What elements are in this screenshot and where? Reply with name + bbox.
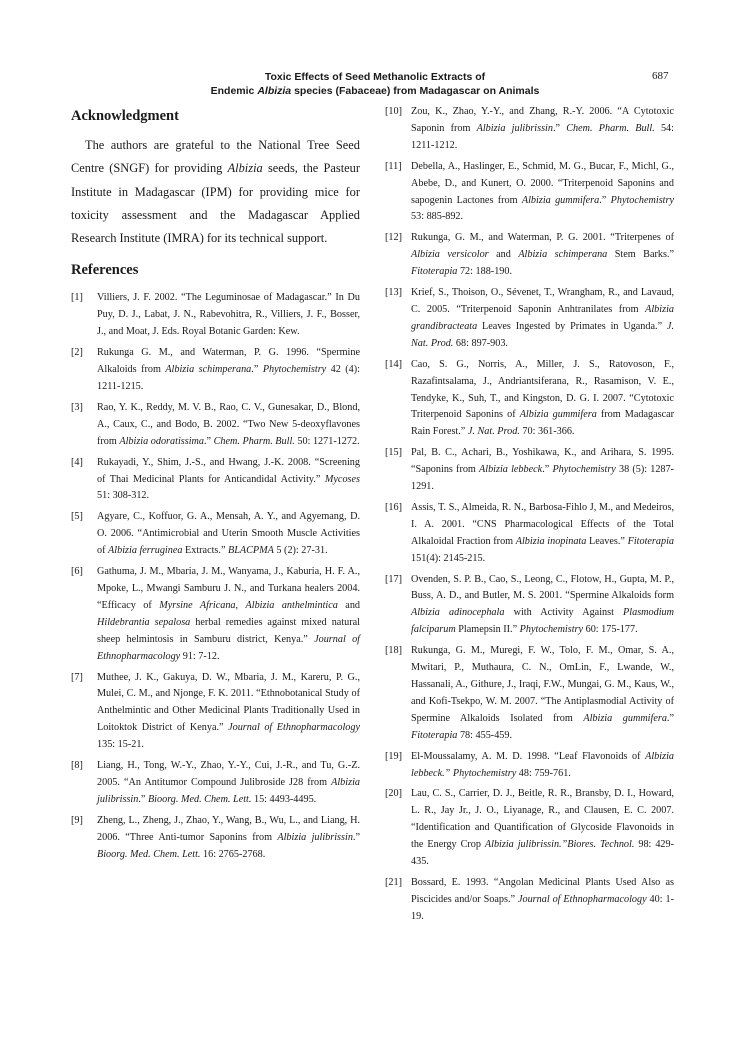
reference-text: 54: 1211-1212. [411, 122, 674, 151]
reference-number: [9] [71, 814, 83, 826]
reference-text: .” [251, 364, 263, 376]
reference-italic-text: Journal of Ethnopharmacology [228, 722, 360, 734]
reference-italic-text: Albizia inopinata [515, 535, 587, 547]
header-line-2-pre: Endemic [210, 85, 258, 97]
reference-text: Rao, Y. K., Reddy, M. V. B., Rao, C. V., Gunesakar, D., Blond, A., Caux, C., and Bodo, B. 2002. “Two New 5-deoxyflavones from [97, 401, 360, 447]
reference-item [71, 813, 360, 864]
header-line-1: Toxic Effects of Seed Methanolic Extracts of [264, 71, 486, 83]
reference-text: Leaves Ingested by Primates in Uganda.” [477, 320, 667, 332]
ack-text-italic: Albizia [227, 161, 263, 176]
reference-text: Krief, S., Thoison, O., Sévenet, T., Wrangham, R., and Lavaud, C. 2005. “Triterpenoid Saponin Anhtranilates from [411, 287, 674, 315]
reference-text: 40: 1-19. [411, 893, 674, 922]
reference-text: Villiers, J. F. 2002. “The Leguminosae of Madagascar.” In Du Puy, D. J., Labat, J. N., Rabevohitra, R., Villiers, J. F., Bosser, J., and Moat, J. Eds. Royal Botanic Garden: Kew. [97, 292, 360, 338]
left-column [71, 106, 360, 867]
reference-italic-text: Albizia julibrissin [97, 776, 360, 805]
reference-text: Rukunga G. M., and Waterman, P. G. 1996. “Spermine Alkaloids from [97, 347, 360, 376]
reference-number: [20] [385, 788, 402, 800]
reference-italic-text: Bioorg. Med. Chem. Lett. [97, 848, 201, 860]
reference-text: from Madagascar Rain Forest.” [411, 409, 674, 438]
reference-text: 135: 15-21. [97, 739, 144, 751]
reference-number: [5] [71, 511, 83, 523]
reference-text: 5 (2): 27-31. [273, 545, 328, 557]
reference-number: [1] [71, 292, 83, 304]
reference-text: , [235, 599, 246, 611]
reference-italic-text: Hildebrantia sepalosa [97, 616, 191, 628]
reference-item [71, 670, 360, 755]
reference-italic-text: Phytochemistry [552, 464, 616, 476]
reference-text: .” [666, 712, 674, 724]
reference-number: [8] [71, 760, 83, 772]
reference-number: [15] [385, 447, 402, 459]
running-header [160, 70, 590, 98]
reference-text: 42 (4): 1211-1215. [97, 364, 360, 393]
reference-item [71, 400, 360, 451]
reference-text: Extracts.” [182, 545, 229, 557]
reference-text: 72: 188-190. [457, 266, 513, 278]
reference-text: Rukunga, G. M., and Waterman, P. G. 2001. “Triterpenes of [411, 232, 674, 244]
reference-number: [13] [385, 287, 402, 299]
reference-italic-text: Albizia julibrissin [277, 831, 353, 843]
reference-number: [21] [385, 876, 402, 888]
reference-text: 78: 455-459. [457, 729, 513, 741]
page-number: 687 [652, 70, 669, 82]
reference-text: Pal, B. C., Achari, B., Yoshikawa, K., and Arihara, S. 1995. “Saponins from [411, 447, 674, 476]
reference-italic-text: Bioorg. Med. Chem. Lett. [147, 793, 252, 805]
reference-text: and [337, 599, 361, 611]
reference-text: 60: 175-177. [583, 624, 638, 636]
reference-text: 51: 308-312. [97, 490, 150, 502]
reference-text: Gathuma, J. M., Mbaria, J. M., Wanyama, J., Kaburia, H. F. A., Mpoke, L., Mwangi Samburu J. N., and Turkana healers 2004. “Efficacy of [97, 566, 360, 611]
reference-text: .” [138, 793, 148, 805]
reference-italic-text: Phytochemistry [519, 624, 584, 636]
reference-text: Assis, T. S., Almeida, R. N., Barbosa-Fihlo J, M., and Medeiros, I. A. 2001. “CNS Pharmacological Effects of the Total Alkaloidal Fraction from [411, 501, 674, 547]
reference-item [385, 749, 674, 783]
reference-italic-text: Albizia odoratissima [119, 435, 204, 447]
reference-italic-text: BLACPMA [228, 545, 274, 557]
reference-text: .” [352, 831, 360, 843]
reference-italic-text: Albizia gummifera [519, 409, 597, 421]
reference-text: .” [542, 464, 553, 476]
reference-italic-text: Albizia adinocephala [411, 607, 505, 619]
reference-italic-text: Albizia gummifera [583, 712, 667, 724]
reference-number: [10] [385, 106, 402, 117]
reference-italic-text: Albizia lebbeck [479, 464, 543, 476]
reference-italic-text: Phytochemistry [262, 364, 327, 376]
reference-item [385, 875, 674, 926]
reference-text: Cao, S. G., Norris, A., Miller, J. S., Ratovoson, F., Razafintsalama, J., Andriantsiferana, R., Rasamison, V. E., Tendyke, K., Suh, T., and Kingston, D. G. I. 2007. “Cytotoxic Triterpenoid Saponins of [411, 358, 674, 421]
header-line-2-post: species (Fabaceae) from Madagascar on Animals [291, 85, 540, 97]
reference-text: Agyare, C., Koffuor, G. A., Mensah, A. Y., and Agyemang, D. O. 2006. “Antimicrobial and Uterin Smooth Muscle Activities of [97, 511, 360, 557]
reference-italic-text: Myrsine Africana [159, 599, 236, 611]
reference-text: .” [599, 194, 611, 206]
right-column [385, 104, 674, 930]
reference-item [385, 643, 674, 744]
reference-text: 38 (5): 1287-1291. [411, 464, 674, 493]
reference-number: [16] [385, 501, 402, 513]
reference-italic-text: Albizia lebbeck.” Phytochemistry [411, 750, 674, 779]
reference-italic-text: Plasmodium falciparum [411, 607, 674, 636]
references-heading: References [71, 262, 139, 279]
reference-italic-text: Albizia julibrissin [476, 122, 553, 134]
reference-number: [11] [385, 160, 402, 172]
header-genus: Albizia [257, 85, 292, 97]
reference-italic-text: Chem. Pharm. Bull. [566, 122, 655, 134]
reference-italic-text: Phytochemistry [610, 194, 674, 206]
reference-text: Leaves.” [586, 535, 628, 547]
reference-italic-text: Journal of Ethnopharmacology [517, 893, 647, 905]
reference-italic-text: Albizia ferruginea [108, 545, 183, 557]
reference-text: Stem Barks.” [607, 249, 674, 261]
reference-item [385, 500, 674, 568]
reference-number: [18] [385, 645, 402, 657]
reference-item [385, 230, 674, 281]
reference-text: 15: 4493-4495. [251, 793, 317, 805]
reference-italic-text: Albizia grandibracteata [411, 303, 674, 332]
reference-item [385, 572, 674, 640]
reference-item [71, 345, 360, 396]
reference-text: 151(4): 2145-215. [411, 552, 486, 564]
reference-text: Muthee, J. K., Gakuya, D. W., Mbaria, J. M., Kareru, P. G., Mulei, C. M., and Njonge, F. K. 2011. “Ethnobotanical Study of Anthelmintic and Other Medicinal Plants Traditionally Used in Loitoktok District of Kenya.” [97, 671, 360, 734]
reference-text: 98: 429-435. [411, 839, 674, 868]
reference-number: [6] [71, 566, 83, 578]
reference-italic-text: Mycoses [324, 473, 360, 485]
reference-italic-text: Albizia julibrissin.”Biores. Technol. [484, 839, 635, 851]
reference-text: Debella, A., Haslinger, E., Schmid, M. G., Bucar, F., Michl, G., Abebe, D., and Kunert, O. 2000. “Triterpenoid Saponins and sapogenin Lactones from [411, 160, 674, 206]
reference-italic-text: Chem. Pharm. Bull. [213, 435, 295, 447]
reference-text: .” [203, 435, 214, 447]
reference-text: 70: 361-366. [519, 426, 575, 438]
reference-text: 16: 2765-2768. [200, 848, 266, 860]
header-line-2 [160, 84, 590, 98]
reference-item [385, 285, 674, 353]
reference-italic-text: Fitoterapia [411, 266, 458, 278]
reference-text: 91: 7-12. [180, 650, 220, 662]
reference-text: .” [552, 122, 567, 134]
reference-text: with Activity Against [504, 607, 624, 619]
reference-text: 68: 897-903. [453, 337, 508, 349]
reference-italic-text: Albizia versicolor [411, 249, 489, 261]
reference-text: Lau, C. S., Carrier, D. J., Beitle, R. R., Bransby, D. I., Howard, L. R., Jay Jr., J. O., Liyanage, R., and Clausen, E. C. 2007. “Identification and Quantification of Glycoside Flavonoids in the Energy Crop [411, 788, 674, 851]
reference-number: [14] [385, 358, 402, 370]
reference-text: and [488, 249, 519, 261]
reference-text: herbal remedies against mixed natural sheep helmintosis in Samburu district, Kenya.” [97, 616, 360, 645]
reference-item [385, 357, 674, 442]
reference-number: [2] [71, 347, 83, 359]
acknowledgment-paragraph [71, 134, 360, 250]
reference-item [385, 445, 674, 496]
reference-text: Rukunga, G. M., Muregi, F. W., Tolo, F. M., Omar, S. A., Mwitari, P., Muthaura, C. N., OmLin, F., Lwande, W., Hassanali, A., Githure, J., Iraqi, F.W., Mungai, G. M., Kaus, W., and Kofi-Tsekpo, W. M. 2007. “The Antiplasmodial Activity of Spermine Alkaloids Isolated from [411, 645, 674, 724]
reference-text: Plamepsin II.” [455, 624, 520, 636]
reference-item [71, 290, 360, 341]
reference-italic-text: Fitoterapia [411, 729, 458, 741]
reference-italic-text: J. Nat. Prod. [411, 320, 674, 349]
reference-italic-text: Journal of Ethnopharmacology [97, 633, 360, 662]
reference-text: Bossard, E. 1993. “Angolan Medicinal Plants Used Also as Piscicides and/or Soaps.” [411, 876, 674, 905]
reference-item [71, 509, 360, 560]
reference-list-left [71, 290, 360, 863]
ack-text-1: The authors are grateful to the National Tree Seed Centre (SNGF) for providing [71, 138, 360, 176]
reference-text: 48: 759-761. [516, 767, 571, 779]
reference-text: Rukayadi, Y., Shim, J.-S., and Hwang, J.-K. 2008. “Screening of Thai Medicinal Plants for Anticandidal Activity.” [97, 456, 360, 485]
reference-item [385, 786, 674, 871]
reference-number: [3] [71, 401, 83, 413]
reference-item [71, 455, 360, 506]
reference-italic-text: Albizia schimperana [518, 249, 608, 261]
reference-number: [19] [385, 750, 402, 762]
reference-italic-text: Fitoterapia [627, 535, 674, 547]
reference-italic-text: Albizia gummifera [521, 194, 600, 206]
reference-item [71, 564, 360, 665]
reference-item [385, 159, 674, 227]
reference-italic-text: Albizia schimperana [165, 364, 252, 376]
reference-text: Ovenden, S. P. B., Cao, S., Leong, C., Flotow, H., Gupta, M. P., Buss, A. D., and Butler, M. S. 2001. “Spermine Alkaloids form [411, 573, 674, 602]
reference-text: 50: 1271-1272. [294, 435, 360, 447]
reference-list-right [385, 104, 674, 926]
reference-number: [7] [71, 671, 83, 683]
reference-italic-text: J. Nat. Prod. [467, 426, 520, 438]
reference-text: Liang, H., Tong, W.-Y., Zhao, Y.-Y., Cui, J.-R., and Tu, G.-Z. 2005. “An Antitumor Compound Julibroside J28 from [97, 760, 360, 788]
reference-item [71, 758, 360, 809]
ack-text-2: seeds, the Pasteur Institute in Madagascar (IPM) for providing mice for toxicity assessment and the Madagascar Applied Research Institute (IMRA) for its technical support. [71, 161, 361, 246]
reference-text: 53: 885-892. [411, 211, 464, 223]
reference-text: Zou, K., Zhao, Y.-Y., and Zhang, R.-Y. 2006. “A Cytotoxic Saponin from [411, 106, 674, 134]
reference-number: [12] [385, 232, 402, 244]
reference-number: [17] [385, 573, 402, 585]
reference-italic-text: Albizia anthelmintica [245, 599, 338, 611]
reference-text: El-Moussalamy, A. M. D. 1998. “Leaf Flavonoids of [411, 750, 646, 762]
reference-number: [4] [71, 456, 83, 468]
reference-item [385, 104, 674, 155]
acknowledgment-heading: Acknowledgment [71, 108, 179, 124]
reference-text: Zheng, L., Zheng, J., Zhao, Y., Wang, B., Wu, L., and Liang, H. 2006. “Three Anti-tumor Saponins from [97, 814, 360, 843]
